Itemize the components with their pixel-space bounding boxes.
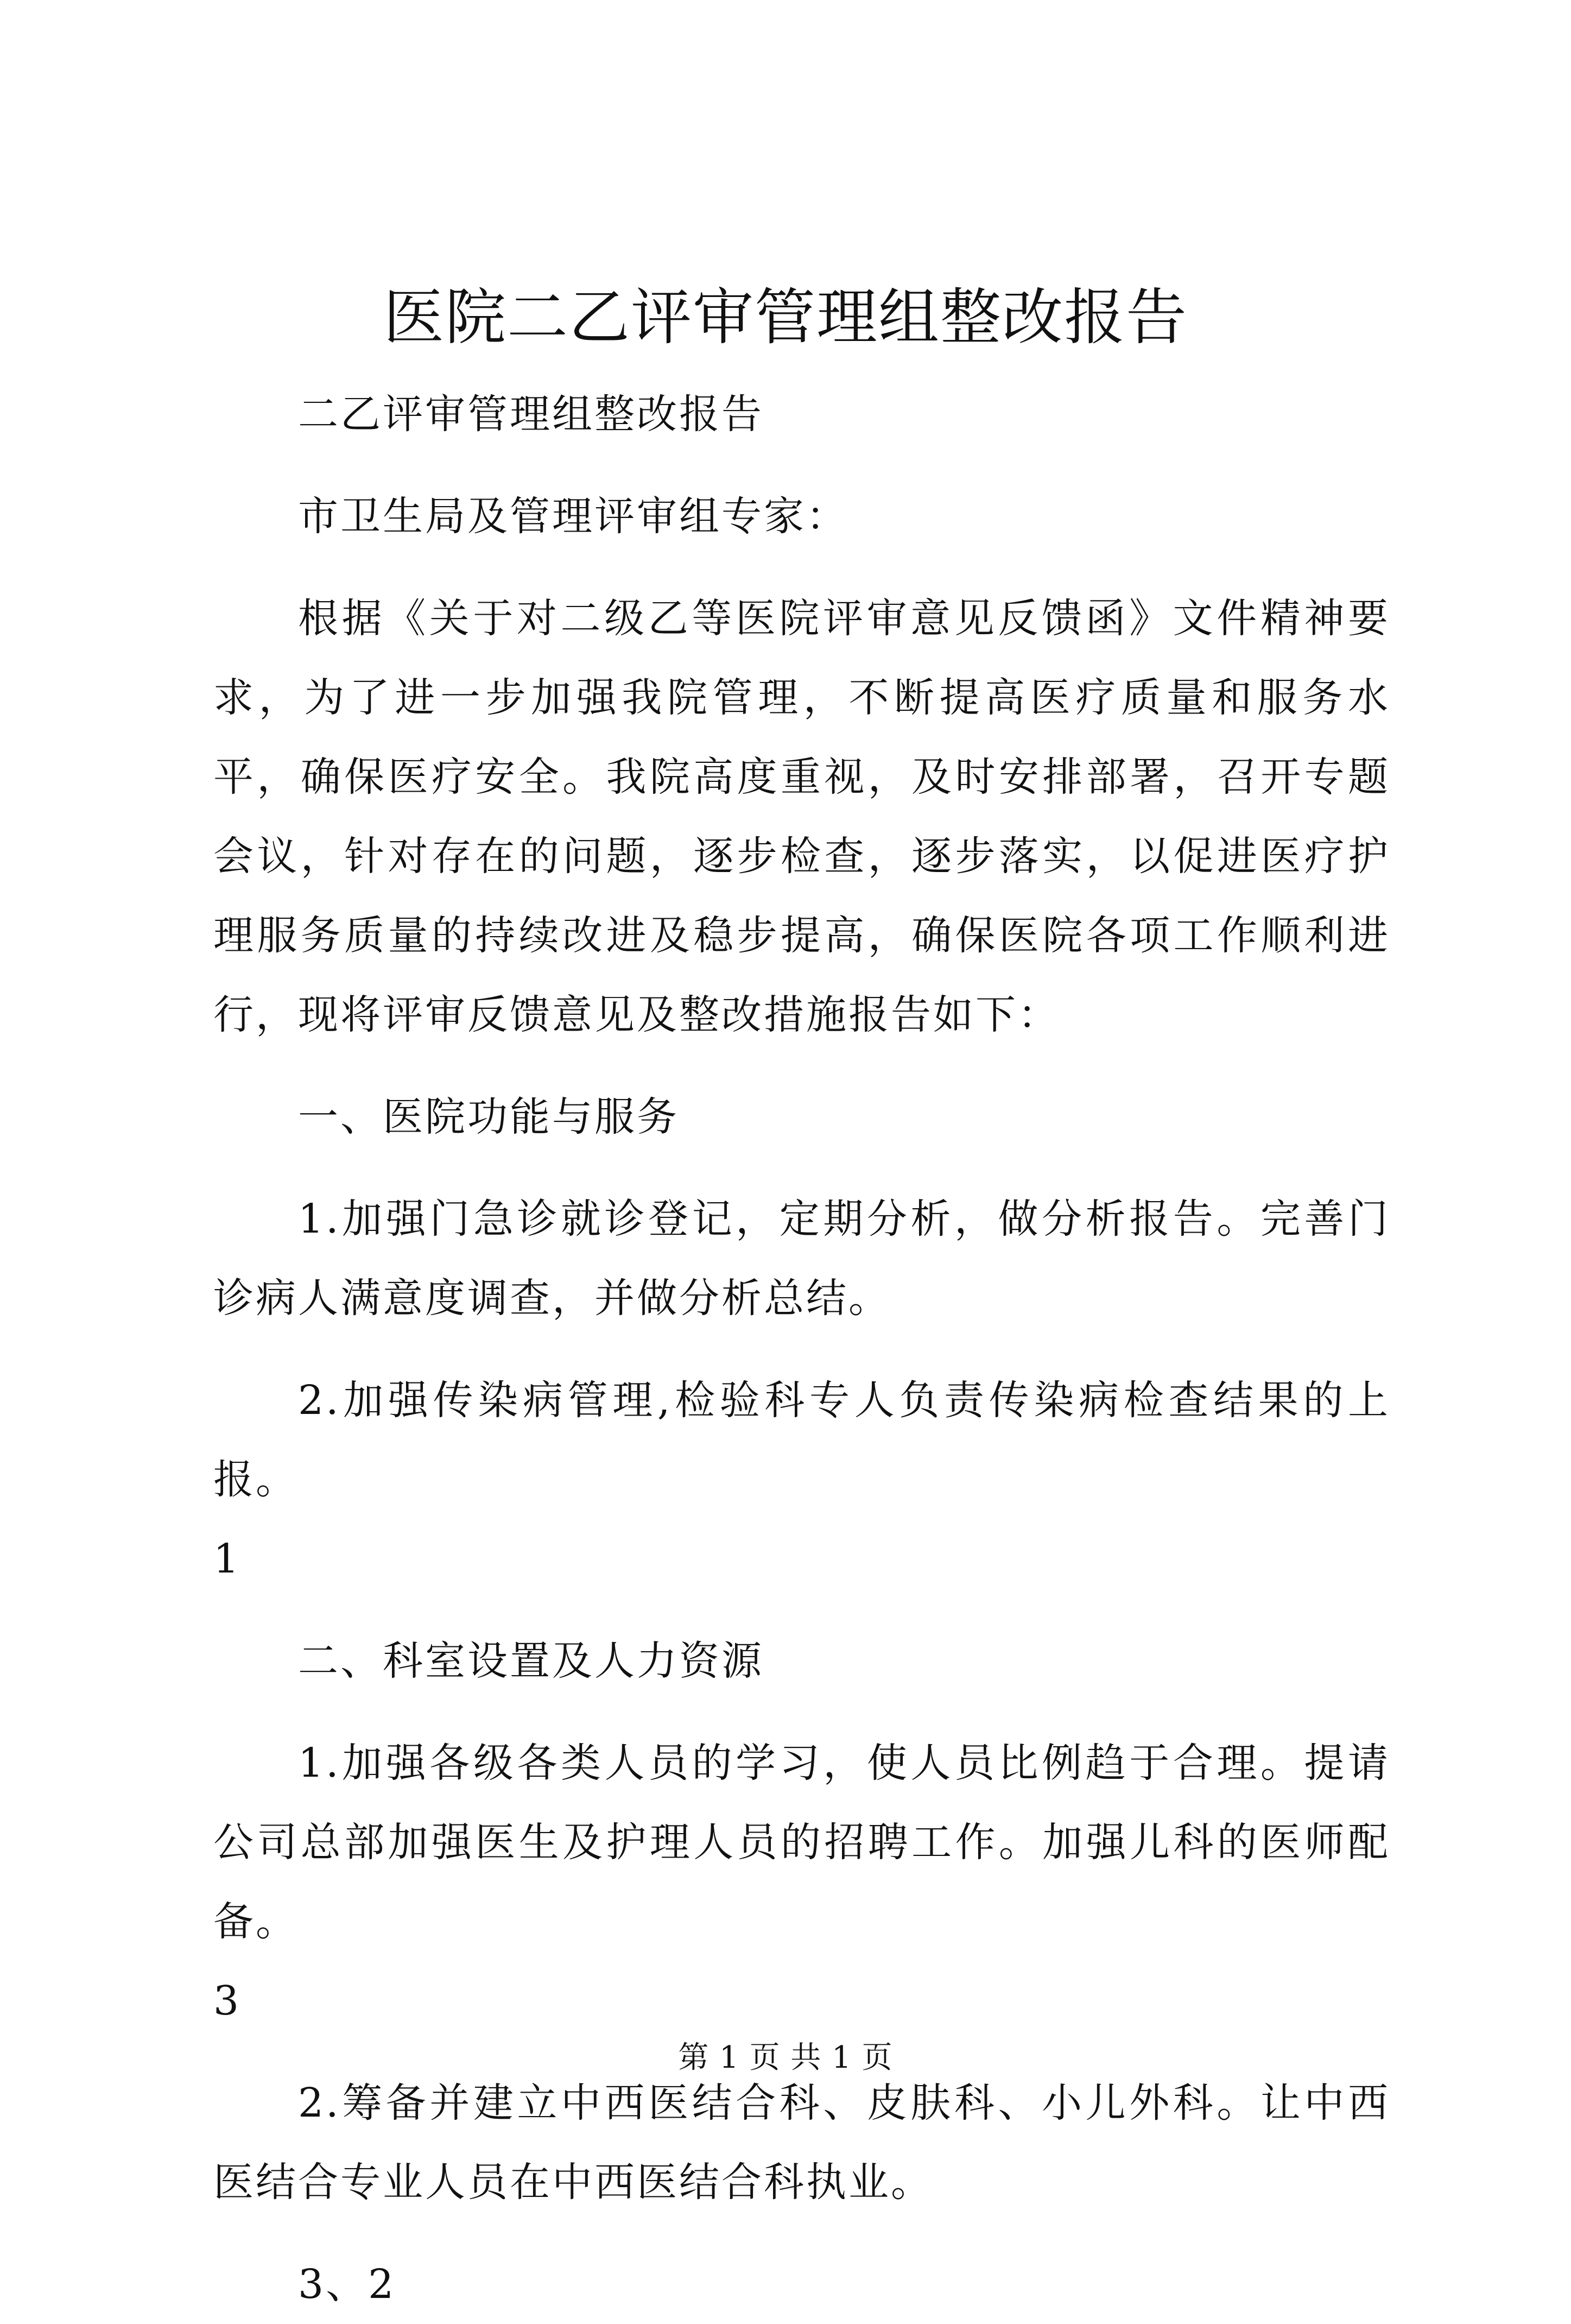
section1-item-1: 1.加强门急诊就诊登记，定期分析，做分析报告。完善门诊病人满意度调查，并做分析总结。: [213, 1196, 1390, 1322]
section2-item-3: 3、2: [298, 2261, 396, 2308]
subtitle-paragraph: 二乙评审管理组整改报告: [298, 391, 764, 438]
page-number-footer: 第 1 页 共 1 页: [678, 2040, 893, 2075]
salutation-paragraph: 市卫生局及管理评审组专家：: [298, 493, 848, 540]
document-body: [213, 375, 1390, 2324]
section1-item-2: 2.加强传染病管理,检验科专人负责传染病检查结果的上报。: [213, 1377, 1390, 1503]
section2-item-1: 1.加强各级各类人员的学习，使人员比例趋于合理。提请公司总部加强医生及护理人员的招聘工作。加强儿科的医师配备。: [213, 1740, 1390, 1945]
intro-paragraph: 根据《关于对二级乙等医院评审意见反馈函》文件精神要求，为了进一步加强我院管理，不断提高医疗质量和服务水平，确保医疗安全。我院高度重视，及时安排部署，召开专题会议，针对存在的问题，逐步检查，逐步落实，以促进医疗护理服务质量的持续改进及稳步提高，确保医院各项工作顺利进行，现将评审反馈意见及整改措施报告如下：: [213, 595, 1390, 1038]
section2-item-1-note: 3: [213, 1978, 242, 2024]
section-heading-2: 二、科室设置及人力资源: [298, 1638, 764, 1684]
section1-item-2-note: 1: [213, 1536, 242, 1582]
document-title: 医院二乙评审管理组整改报告: [383, 282, 1188, 353]
section2-item-2: 2.筹备并建立中西医结合科、皮肤科、小儿外科。让中西医结合专业人员在中西医结合科执业。: [213, 2080, 1390, 2206]
section-heading-1: 一、医院功能与服务: [298, 1094, 679, 1140]
